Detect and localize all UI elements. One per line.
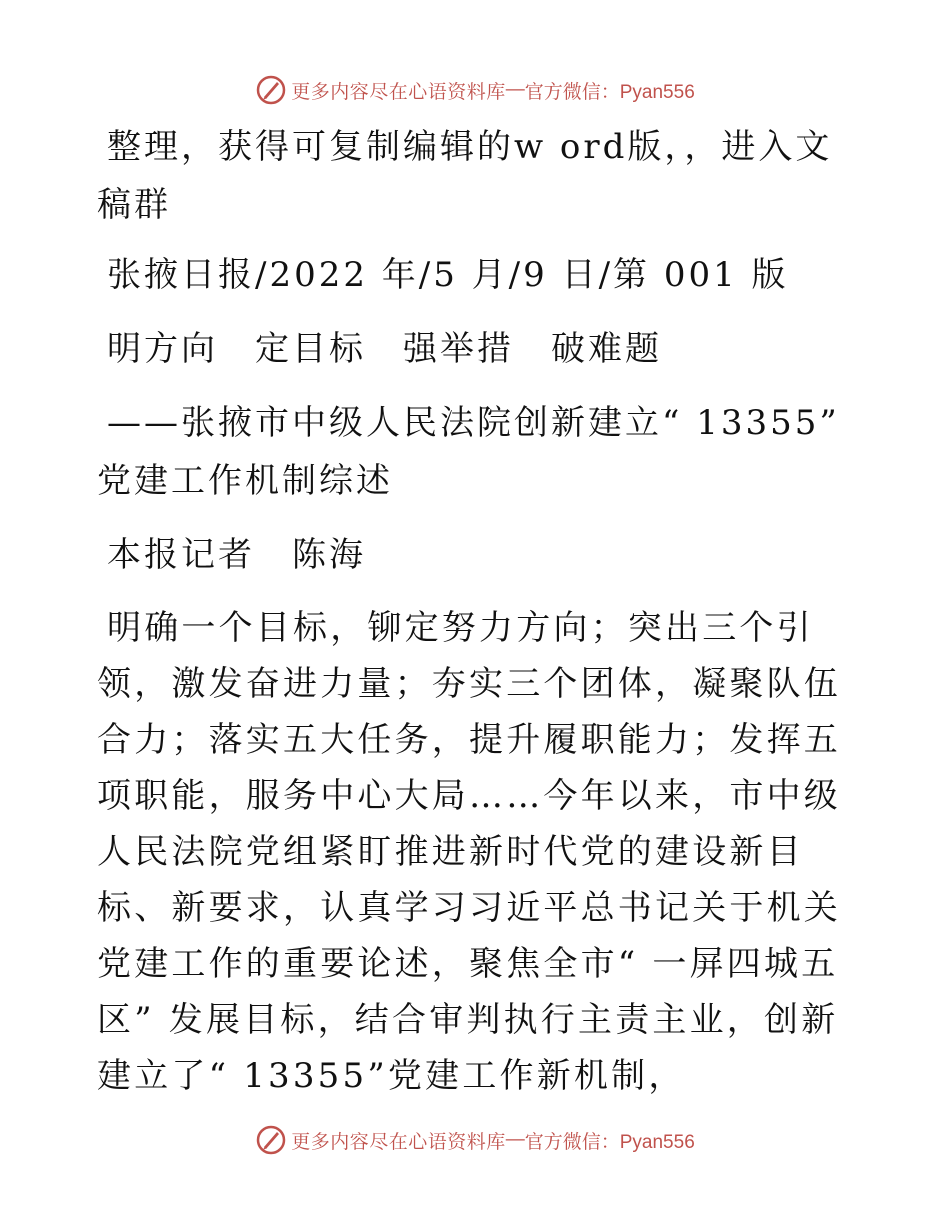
- byline: 本报记者 陈海: [107, 535, 366, 575]
- headline: 明方向 定目标 强举措 破难题: [107, 329, 662, 369]
- watermark-banner-top: [0, 70, 950, 110]
- watermark-wechat: 官方微信：Pyan556: [524, 81, 695, 103]
- body-paragraph: 明确一个目标，铆定努力方向；突出三个引领，激发奋进力量；夯实三个团体，凝聚队伍合力；落实五大任务，提升履职能力；发挥五项职能，服务中心大局……今年以来，市中级人民法院党组紧盯推进新时代党的建设新目标、新要求，认真学习习近平总书记关于机关党建工作的重要论述，聚焦全市“ 一屏四城五区” 发展目标，结合审判执行主责主业，创新建立了“ 13355”党建工作新机制，: [97, 608, 841, 1096]
- watermark-separator: —: [505, 1129, 525, 1150]
- watermark-banner-bottom: [0, 1120, 950, 1160]
- watermark-text: 更多内容尽在心语资料库: [291, 1130, 506, 1153]
- watermark-separator: —: [505, 79, 525, 100]
- quill-seal-icon: [255, 1124, 287, 1156]
- watermark-wechat: 官方微信：Pyan556: [524, 1131, 695, 1153]
- document-body: [97, 118, 857, 1120]
- source-line: 张掖日报/2022 年/5 月/9 日/第 001 版: [107, 255, 789, 295]
- intro-line: 整理，获得可复制编辑的w ord版，，进入文稿群: [97, 127, 833, 225]
- quill-seal-icon: [255, 74, 287, 106]
- watermark-text: 更多内容尽在心语资料库: [291, 80, 506, 103]
- subheadline: ——张掖市中级人民法院创新建立“ 13355” 党建工作机制综述: [97, 403, 840, 501]
